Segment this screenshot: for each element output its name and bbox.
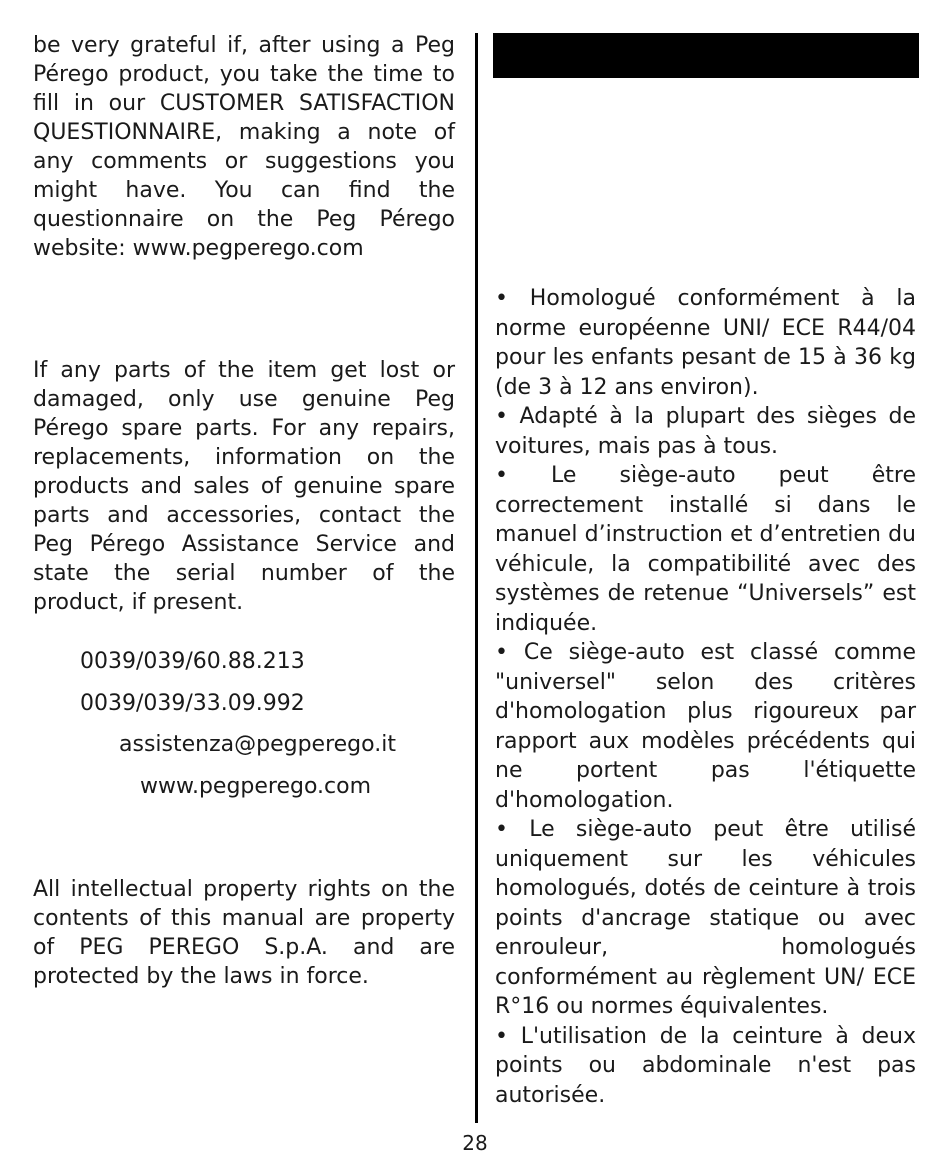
bullet-installation: • Le siège-auto peut être correctement installé si dans le manuel d’instruction et d’entretien du véhicule, la compatibilité avec des systèmes de retenue “Universels” est indiquée. bbox=[495, 463, 916, 636]
page-number: 28 bbox=[462, 1131, 488, 1155]
bullet-homologation: • Homologué conformément à la norme européenne UNI/ ECE R44/04 pour les enfants pesant de 15 à 36 kg (de 3 à 12 ans environ). bbox=[495, 286, 916, 400]
spare-parts-paragraph: If any parts of the item get lost or damaged, only use genuine Peg Pérego spare parts. For any repairs, replacements, information on the products and sales of genuine spare parts and accessories, contact the Peg Pérego Assistance Service and state the serial number of the product, if present. bbox=[33, 358, 455, 615]
section-gap bbox=[33, 617, 455, 647]
email-address: assistenza@pegperego.it bbox=[119, 732, 396, 757]
questionnaire-paragraph: be very grateful if, after using a Peg Pérego product, you take the time to fill in our CUSTOMER SATISFACTION QUESTIONNAIRE, making a note of any comments or suggestions you might have. You can find the questionnaire on the Peg Pérego website: www.pegperego.com bbox=[33, 33, 455, 261]
bullet-two-point-belt: • L'utilisation de la ceinture à deux points ou abdominale n'est pas autorisée. bbox=[495, 1023, 916, 1108]
bullet-universal-class: • Ce siège-auto est classé comme "universel" selon des critères d'homologation plus rigoureux par rapport aux modèles précédents qui ne portent pas l'étiquette d'homologation. bbox=[495, 640, 916, 813]
website-url: www.pegperego.com bbox=[140, 773, 372, 799]
section-gap bbox=[33, 263, 455, 356]
section-gap bbox=[33, 813, 455, 875]
bullet-suitability: • Adapté à la plupart des sièges de voitures, mais pas à tous. bbox=[495, 404, 916, 459]
right-column bbox=[495, 284, 916, 1110]
bullet-vehicle-belt: • Le siège-auto peut être utilisé uniquement sur les véhicules homologués, dotés de ceinture à trois points d'ancrage statique ou avec enrouleur, homologués conformément au règlement UN/ ECE R°16 ou normes équivalentes. bbox=[495, 817, 916, 1019]
fax-number: 0039/039/33.09.992 bbox=[80, 690, 305, 716]
phone-number: 0039/039/60.88.213 bbox=[80, 649, 305, 674]
ip-rights-paragraph: All intellectual property rights on the contents of this manual are property of PEG PEREGO S.p.A. and are protected by the laws in force. bbox=[33, 877, 455, 989]
left-column bbox=[33, 31, 455, 991]
section-header-bar bbox=[493, 33, 919, 78]
column-divider bbox=[475, 33, 478, 1123]
